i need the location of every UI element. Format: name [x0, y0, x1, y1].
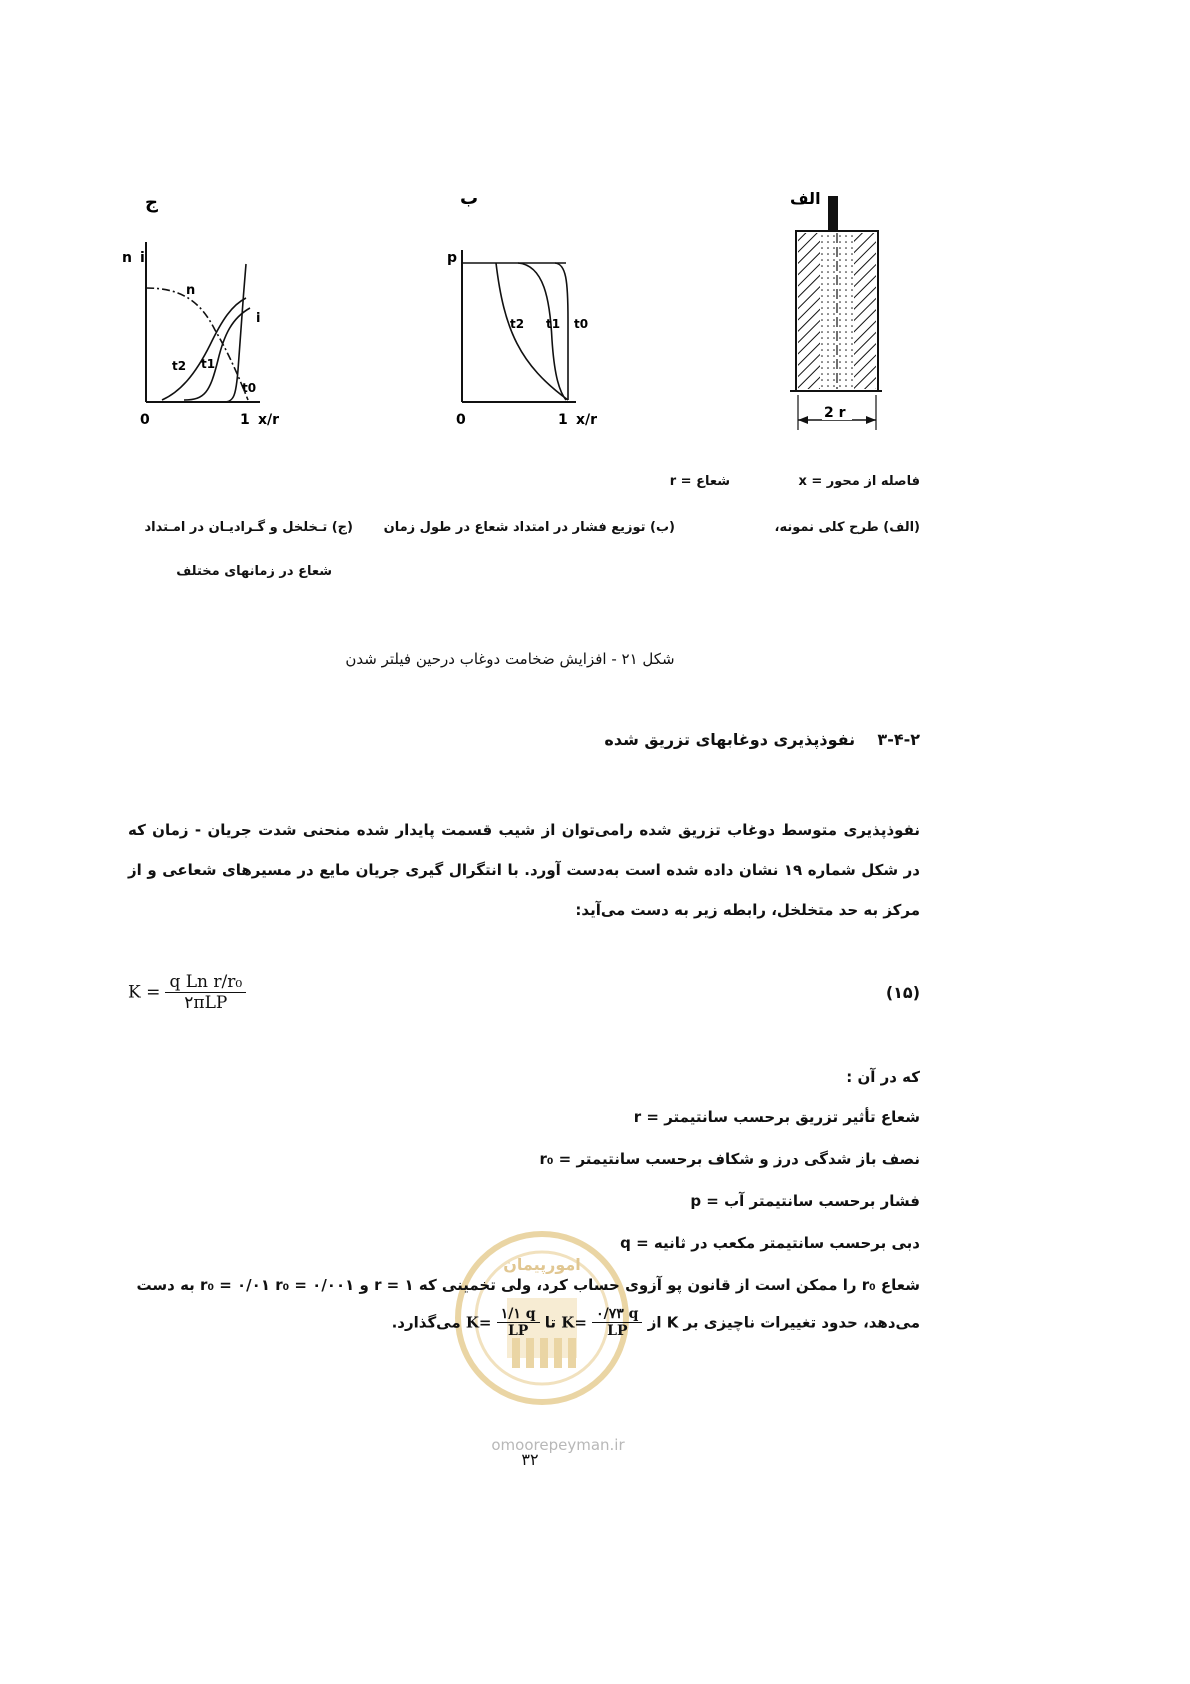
panel-b-graph: [447, 250, 597, 428]
k1-lhs: K=: [561, 1313, 587, 1332]
equation-number: (۱۵): [885, 983, 920, 1002]
watermark-url: omoorepeyman.ir: [491, 1436, 625, 1454]
figure-caption: شکل ۲۱ - افزایش ضخامت دوغاب درحین فیلتر شدن: [345, 650, 675, 668]
equation-numerator: q Ln r/r₀: [165, 972, 246, 993]
paragraph-2-line1: شعاع r₀ را ممکن است از قانون پو آزوی حساب کرد، ولی تخمینی که r = ۱ و r₀ = ۰/۰۱ r₀ = ۰/۰۰۱ به دست: [136, 1276, 920, 1294]
definition-p: p = فشار برحسب سانتیمتر آب: [690, 1192, 920, 1210]
panel-label-b: ب: [460, 188, 479, 209]
panel-c-tick-1: 1: [240, 412, 250, 428]
caption-c-line1: (ج) تـخلخل و گـرادیـان در امـتداد: [144, 520, 353, 535]
page-number: ۳۲: [521, 1450, 539, 1469]
equation-denominator: ۲πLP: [184, 993, 228, 1013]
section-heading: [560, 730, 920, 749]
k2-denominator: LP: [507, 1323, 529, 1339]
panel-c-label-t0: t0: [242, 381, 257, 395]
panel-b-label-t2: t2: [510, 317, 525, 331]
figure-21: [100, 180, 1100, 450]
panel-label-a: الف: [790, 189, 821, 208]
panel-b-label-t1: t1: [546, 317, 561, 331]
k2-lhs: K=: [465, 1313, 492, 1332]
paragraph-2-to: تا: [544, 1313, 557, 1332]
paragraph-2-line2: [340, 1306, 920, 1339]
panel-c-label-i: i: [256, 311, 261, 326]
k1-fraction: [592, 1306, 642, 1339]
equation-fraction: [165, 972, 246, 1013]
panel-c-label-t2: t2: [172, 359, 187, 373]
panel-c-axis-i: i: [140, 250, 145, 266]
k1-denominator: LP: [607, 1323, 628, 1339]
watermark-logo-text: امورپیمان: [503, 1255, 581, 1274]
definition-r0: r₀ = نصف باز شدگی درز و شکاف برحسب سانتیمتر: [539, 1150, 920, 1168]
panel-c-axis-n: n: [122, 250, 132, 266]
panel-b-curve-t1: [518, 263, 566, 400]
k2-fraction: [497, 1306, 540, 1339]
k-lower-bound: [561, 1306, 642, 1339]
panel-c-porosity-curve: [146, 288, 248, 400]
caption-c-line2: شعاع در زمانهای مختلف: [176, 564, 332, 579]
panel-c-tick-0: 0: [140, 412, 150, 428]
panel-c-label-n: n: [186, 283, 196, 298]
panel-c-curve-t1: [184, 308, 250, 400]
k-upper-bound: [466, 1306, 540, 1339]
panel-c-xlabel: x/r: [258, 412, 280, 428]
section-number: ۳-۴-۲: [877, 730, 920, 749]
legend-x: x = فاصله از محور: [798, 474, 920, 489]
panel-c-graph: [122, 242, 279, 428]
definition-q: q = دبی برحسب سانتیمتر مکعب در ثانیه: [620, 1234, 920, 1252]
panel-c-label-t1: t1: [201, 357, 216, 371]
caption-a: (الف) طرح کلی نمونه،: [774, 520, 920, 535]
panel-a-dimension: 2 r: [824, 405, 846, 421]
paragraph-2-line2-end: می‌گذارد.: [391, 1313, 461, 1332]
equation-lhs: K =: [128, 982, 161, 1003]
k1-numerator: ۰/۷۳ q: [592, 1306, 642, 1323]
caption-b: (ب) توزیع فشار در امتداد شعاع در طول زمان: [383, 520, 675, 535]
k2-numerator: ۱/۱ q: [497, 1306, 540, 1323]
legend-r: r = شعاع: [669, 474, 730, 489]
panel-b-tick-0: 0: [456, 412, 466, 428]
definition-r: r = شعاع تأثیر تزریق برحسب سانتیمتر: [633, 1108, 920, 1126]
section-title: نفوذپذیری دوغابهای تزریق شده: [604, 730, 856, 749]
equation-15: [128, 972, 246, 1013]
panel-a-sample-sketch: [790, 196, 882, 430]
panel-b-axis-p: p: [447, 250, 458, 266]
panel-b-tick-1: 1: [558, 412, 568, 428]
paragraph-1: نفوذپذیری متوسط دوغاب تزریق شده رامی‌توان از شیب قسمت پایدار شده منحنی شدت جریان - زمان که در شکل شماره ۱۹ نشان داده شده است به‌دست آورد. با انتگرال گیری جریان مایع در مسیرهای شعاعی و از مرکز به حد متخلخل، رابطه زیر به دست می‌آید:: [128, 821, 920, 919]
panel-b-xlabel: x/r: [576, 412, 598, 428]
panel-b-label-t0: t0: [574, 317, 589, 331]
paragraph-2-line2-start: می‌دهد، حدود تغییرات ناچیزی بر K از: [647, 1313, 920, 1332]
panel-label-c: ج: [145, 192, 158, 213]
where-label: که در آن :: [846, 1068, 920, 1086]
